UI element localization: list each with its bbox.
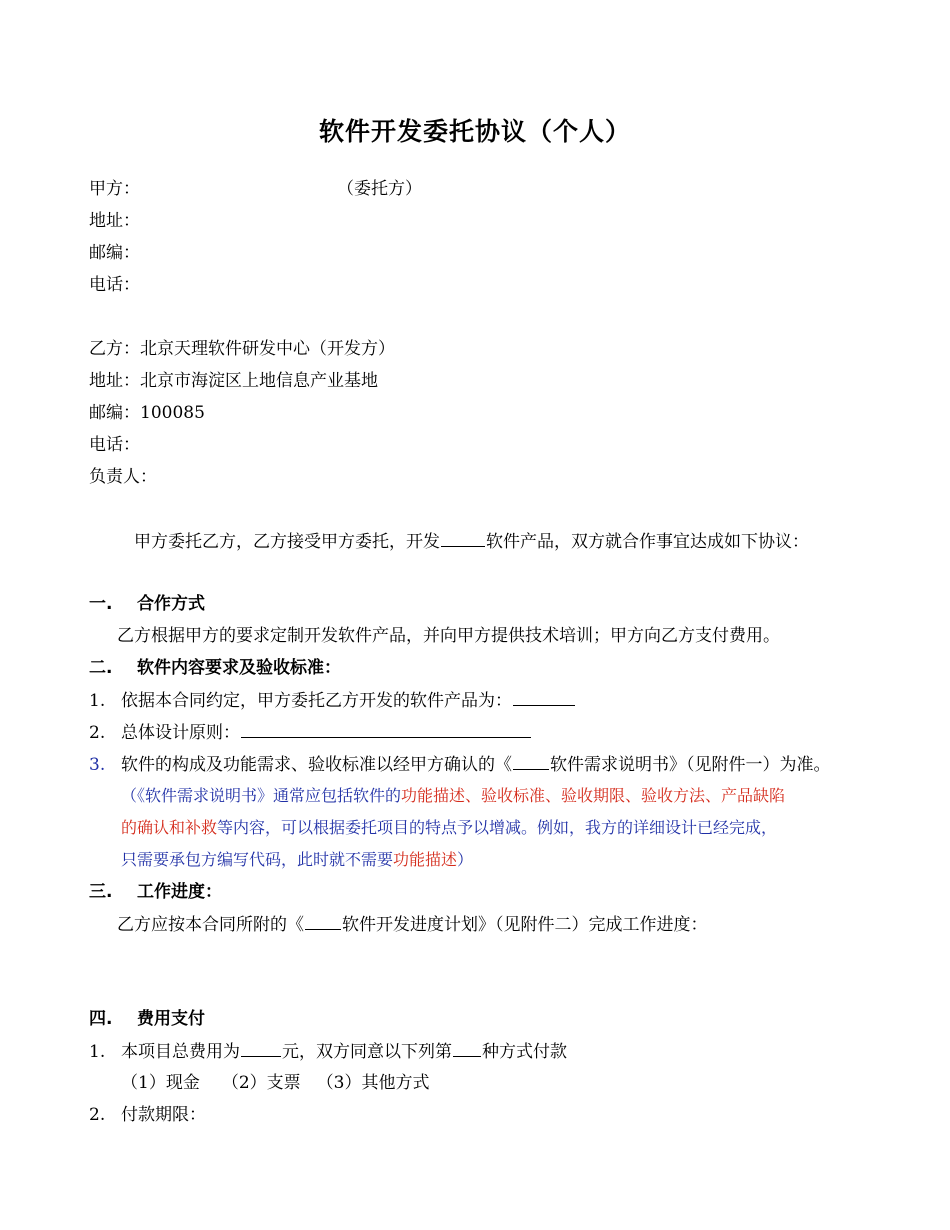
item-number: 1. — [89, 1042, 106, 1062]
section-2-heading — [89, 656, 341, 680]
spec-note-line-1 — [121, 784, 785, 808]
item-number: 3. — [89, 755, 106, 775]
section-3-heading — [89, 880, 222, 904]
document-title: 软件开发委托协议（个人） — [318, 117, 631, 146]
note-text: （《软件需求说明书》通常应包括软件的 — [121, 786, 402, 805]
requirements-spec-blank[interactable] — [513, 752, 549, 770]
section-4-number: 四. — [89, 1009, 113, 1029]
note-text: 只需要承包方编写代码，此时就不需要 — [121, 850, 394, 869]
section-1-number: 一. — [89, 594, 113, 614]
party-b-postcode: 邮编：100085 — [89, 403, 205, 423]
item-text-2: 元，双方同意以下列第 — [282, 1042, 452, 1062]
section-4-title: 费用支付 — [137, 1009, 205, 1029]
note-text: 等内容，可以根据委托项目的特点予以增减。例如，我方的详细设计已经完成， — [217, 818, 778, 837]
note-highlight: 的确认和补救 — [121, 818, 218, 837]
party-a-role: （委托方） — [337, 179, 422, 199]
note-highlight: 功能描述、验收标准、验收期限、验收方法、产品缺陷 — [401, 786, 786, 805]
product-name-blank[interactable] — [441, 529, 485, 547]
spec-note-line-3 — [121, 848, 473, 872]
section-4-heading — [89, 1007, 205, 1031]
section-2-number: 二. — [89, 658, 113, 678]
item-text: 总体设计原则： — [121, 723, 240, 743]
section-4-item-1 — [89, 1039, 567, 1064]
section-3-body — [117, 912, 708, 937]
party-b-phone-label: 电话： — [89, 435, 140, 455]
section-2-item-1 — [89, 688, 576, 713]
item-text-1: 软件的构成及功能需求、验收标准以经甲方确认的《 — [121, 755, 512, 775]
section-1-heading — [89, 592, 205, 616]
party-a-address-label: 地址： — [89, 211, 140, 231]
design-principle-blank[interactable] — [241, 720, 531, 738]
section-3-number: 三. — [89, 882, 113, 902]
schedule-plan-blank[interactable] — [305, 912, 341, 930]
item-text-3: 种方式付款 — [482, 1042, 567, 1062]
item-number: 2. — [89, 723, 106, 743]
intro-text-1: 甲方委托乙方，乙方接受甲方委托，开发 — [134, 532, 440, 552]
item-number: 1. — [89, 691, 106, 711]
item-number: 2. — [89, 1105, 106, 1125]
item-text: 付款期限： — [121, 1105, 206, 1125]
note-highlight: 功能描述 — [393, 850, 458, 869]
item-text: 依据本合同约定，甲方委托乙方开发的软件产品为： — [121, 691, 512, 711]
software-product-blank[interactable] — [513, 688, 575, 706]
option-other: （3）其他方式 — [316, 1073, 430, 1093]
option-cash: （1）现金 — [121, 1073, 200, 1093]
spec-note-line-2 — [121, 816, 777, 840]
item-text-2: 软件需求说明书》（见附件一）为准。 — [550, 755, 831, 775]
body-text-2: 软件开发进度计划》（见附件二）完成工作进度： — [342, 915, 708, 935]
option-check: （2）支票 — [221, 1073, 301, 1093]
section-2-item-2 — [89, 720, 532, 745]
party-a-label: 甲方： — [89, 179, 140, 199]
section-3-title: 工作进度： — [137, 882, 222, 902]
total-fee-blank[interactable] — [241, 1039, 281, 1057]
note-end: ） — [457, 850, 474, 869]
section-1-body: 乙方根据甲方的要求定制开发软件产品，并向甲方提供技术培训；甲方向乙方支付费用。 — [117, 626, 780, 646]
party-b-label: 乙方：北京天理软件研发中心（开发方） — [89, 339, 395, 359]
payment-method-blank[interactable] — [453, 1039, 481, 1057]
body-text-1: 乙方应按本合同所附的《 — [117, 915, 304, 935]
item-text-1: 本项目总费用为 — [121, 1042, 240, 1062]
section-1-title: 合作方式 — [137, 594, 205, 614]
party-b-address: 地址：北京市海淀区上地信息产业基地 — [89, 371, 378, 391]
party-a-postcode-label: 邮编： — [89, 243, 140, 263]
intro-text-2: 软件产品，双方就合作事宜达成如下协议： — [486, 532, 809, 552]
section-2-item-3 — [89, 752, 831, 777]
intro-paragraph — [134, 529, 809, 554]
section-2-title: 软件内容要求及验收标准： — [137, 658, 341, 678]
payment-options — [121, 1071, 429, 1095]
section-4-item-2 — [89, 1103, 206, 1127]
party-a-phone-label: 电话： — [89, 275, 140, 295]
party-b-owner-label: 负责人： — [89, 467, 157, 487]
